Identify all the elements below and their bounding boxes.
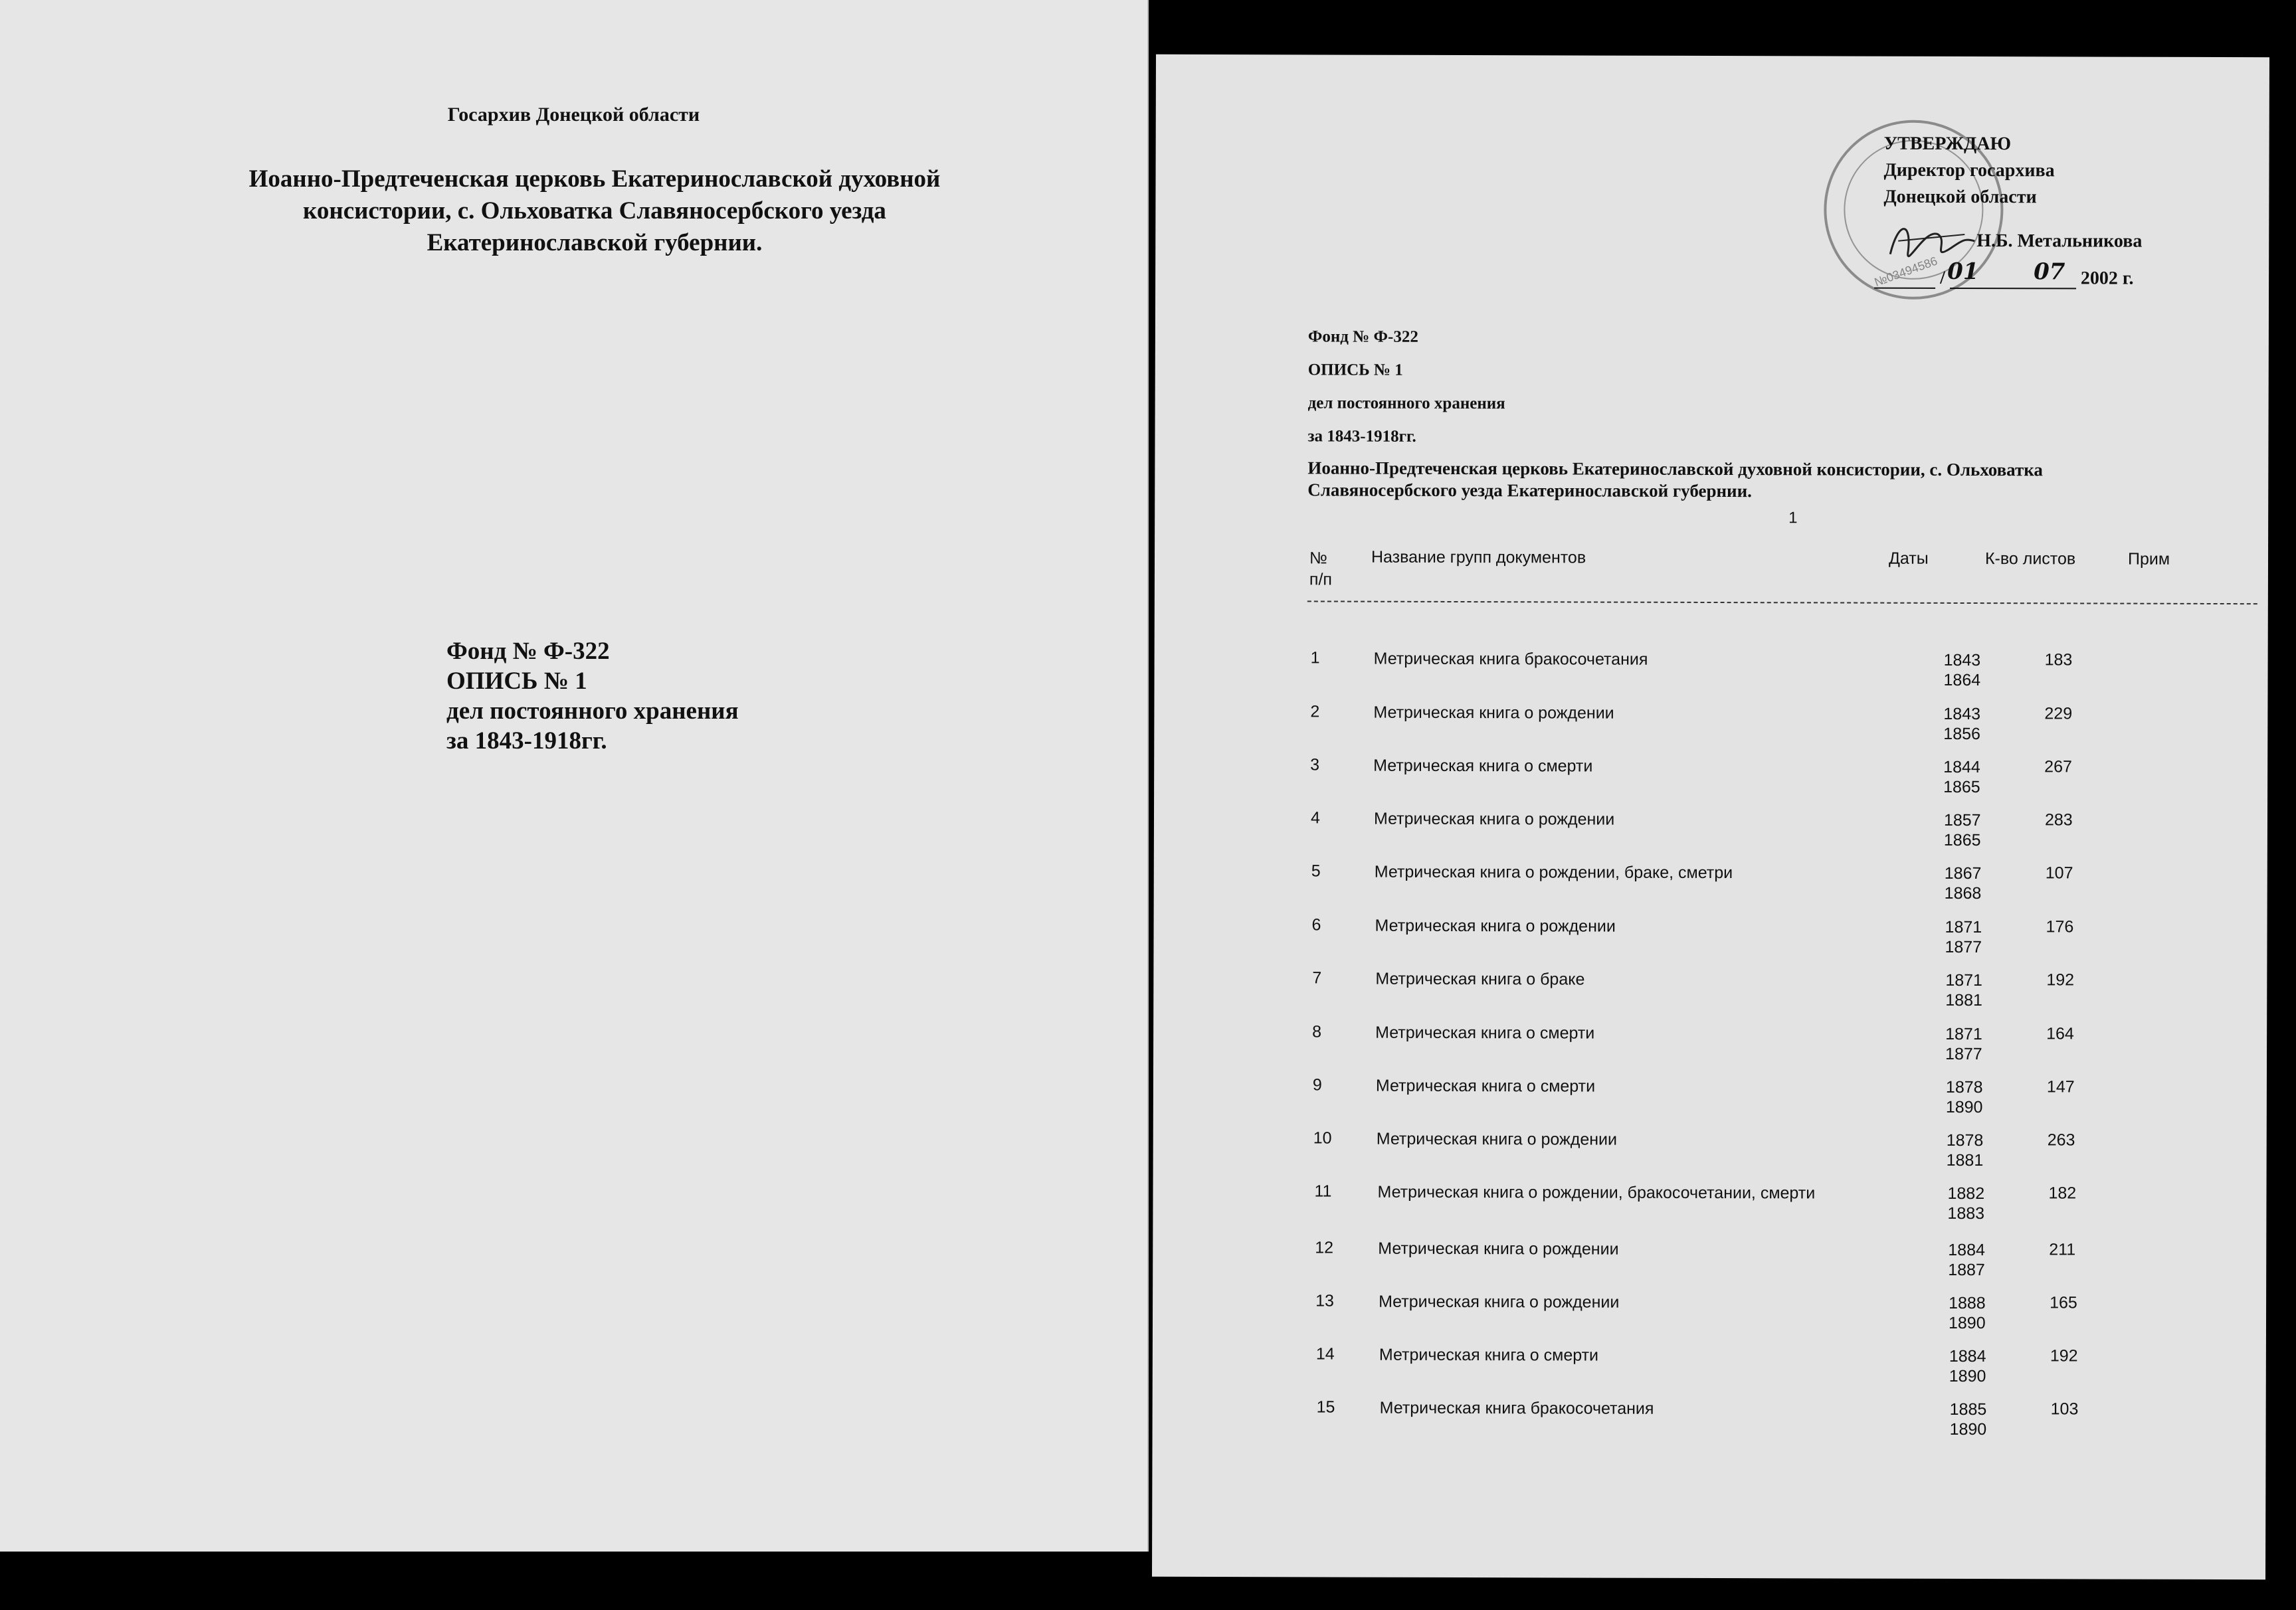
row-dates bbox=[1947, 1184, 2000, 1223]
fond-title: Иоанно-Предтеченская церковь Екатеринославской духовной консистории, с. Ольховатка Славяносербского уезда Екатеринославской губернии. bbox=[248, 165, 941, 256]
row-number: 12 bbox=[1315, 1238, 1334, 1257]
row-number: 7 bbox=[1312, 968, 1322, 988]
page-number: 1 bbox=[1788, 509, 1798, 527]
approval-date: 01 / 07 2002 г. bbox=[1874, 268, 2133, 290]
row-dates bbox=[1943, 704, 1996, 744]
row-end-year: 1883 bbox=[1947, 1204, 1985, 1223]
row-title: Метрическая книга о смерти bbox=[1373, 756, 1593, 776]
row-sheet-count: 165 bbox=[2050, 1293, 2077, 1312]
row-title: Метрическая книга о рождении, браке, сметри bbox=[1374, 862, 1733, 883]
storage-type: дел постоянного хранения bbox=[446, 697, 739, 725]
row-start-year: 1878 bbox=[1946, 1130, 1984, 1150]
row-end-year: 1868 bbox=[1944, 883, 1982, 903]
approval-day: 01 bbox=[1947, 258, 1979, 286]
row-dates bbox=[1948, 1240, 2001, 1280]
fond-description: Иоанно-Предтеченская церковь Екатеринославской духовной консистории, с. Ольховатка Славяносербского уезда Екатеринославской губернии. bbox=[1307, 458, 2043, 501]
row-sheet-count: 182 bbox=[2048, 1184, 2077, 1203]
row-title: Метрическая книга о смерти bbox=[1375, 1023, 1595, 1043]
row-number: 4 bbox=[1310, 808, 1320, 828]
row-title: Метрическая книга бракосочетания bbox=[1373, 649, 1648, 669]
row-start-year: 1857 bbox=[1943, 810, 1981, 830]
approval-heading: УТВЕРЖДАЮ bbox=[1883, 133, 2012, 155]
row-dates bbox=[1944, 650, 1997, 690]
row-sheet-count: 192 bbox=[2050, 1346, 2078, 1366]
table-row bbox=[1155, 808, 2268, 864]
row-number: 3 bbox=[1310, 755, 1320, 774]
row-dates bbox=[1944, 810, 1997, 850]
approval-month: 07 bbox=[2034, 258, 2065, 286]
table-row bbox=[1154, 648, 2267, 704]
row-sheet-count: 164 bbox=[2046, 1024, 2074, 1043]
row-start-year: 1867 bbox=[1944, 863, 1982, 883]
title-page bbox=[0, 0, 1149, 1552]
column-header-sheets: К-во листов bbox=[1984, 549, 2076, 569]
fond-number: Фонд № Ф-322 bbox=[446, 638, 610, 665]
row-sheet-count: 176 bbox=[2046, 917, 2074, 937]
inventory-number: ОПИСЬ № 1 bbox=[1307, 361, 1403, 379]
row-end-year: 1865 bbox=[1943, 830, 1981, 850]
storage-type: дел постоянного хранения bbox=[1307, 394, 1505, 413]
row-dates bbox=[1949, 1293, 2002, 1333]
date-range: за 1843-1918гг. bbox=[1307, 427, 1416, 446]
table-row bbox=[1158, 1182, 2271, 1237]
table-row bbox=[1160, 1344, 2273, 1400]
row-number: 13 bbox=[1315, 1291, 1334, 1310]
fond-number: Фонд № Ф-322 bbox=[1307, 327, 1418, 346]
row-title: Метрическая книга о рождении, бракосочетании, смерти bbox=[1377, 1182, 1816, 1203]
row-title: Метрическая книга о рождении bbox=[1378, 1239, 1619, 1259]
approval-position: Директор госархива bbox=[1883, 159, 2055, 181]
row-start-year: 1884 bbox=[1949, 1346, 1986, 1366]
row-dates bbox=[1945, 917, 1998, 957]
row-start-year: 1844 bbox=[1943, 757, 1980, 777]
row-title: Метрическая книга о браке bbox=[1375, 969, 1585, 989]
row-start-year: 1871 bbox=[1945, 1024, 1982, 1044]
table-row bbox=[1157, 1075, 2270, 1131]
row-end-year: 1890 bbox=[1948, 1313, 1986, 1333]
approval-block bbox=[1883, 131, 2054, 211]
row-end-year: 1887 bbox=[1948, 1260, 1985, 1280]
row-start-year: 1843 bbox=[1943, 704, 1981, 724]
row-dates bbox=[1947, 1130, 2000, 1170]
row-number: 5 bbox=[1311, 861, 1321, 881]
row-number: 15 bbox=[1316, 1397, 1335, 1417]
seal-number: №03494586 bbox=[1872, 254, 1939, 290]
row-title: Метрическая книга бракосочетания bbox=[1379, 1398, 1654, 1418]
fond-block bbox=[1307, 320, 1505, 454]
row-sheet-count: 183 bbox=[2044, 650, 2073, 670]
archive-name: Госархив Донецкой области bbox=[447, 104, 700, 126]
row-start-year: 1871 bbox=[1945, 970, 1983, 990]
row-start-year: 1885 bbox=[1949, 1399, 1987, 1419]
row-end-year: 1890 bbox=[1949, 1419, 1987, 1439]
row-dates bbox=[1945, 863, 1998, 903]
row-end-year: 1865 bbox=[1943, 777, 1980, 797]
row-end-year: 1877 bbox=[1945, 1044, 1982, 1064]
column-header-num bbox=[1309, 547, 1332, 590]
row-sheet-count: 103 bbox=[2050, 1399, 2079, 1419]
row-sheet-count: 267 bbox=[2044, 757, 2072, 776]
inventory-page bbox=[1152, 54, 2269, 1579]
header-num2: п/п bbox=[1309, 570, 1333, 589]
row-title: Метрическая книга о рождении bbox=[1373, 703, 1614, 723]
table-row bbox=[1154, 702, 2267, 758]
row-number: 2 bbox=[1310, 702, 1320, 721]
row-end-year: 1877 bbox=[1945, 937, 1982, 957]
row-sheet-count: 211 bbox=[2049, 1240, 2076, 1259]
row-dates bbox=[1946, 1077, 1999, 1117]
row-sheet-count: 107 bbox=[2045, 863, 2073, 883]
row-start-year: 1888 bbox=[1949, 1293, 1986, 1313]
table-row bbox=[1159, 1238, 2272, 1294]
row-end-year: 1864 bbox=[1943, 670, 1981, 690]
header-divider bbox=[1307, 600, 2257, 604]
row-dates bbox=[1950, 1399, 2003, 1439]
row-number: 10 bbox=[1313, 1128, 1332, 1148]
table-row bbox=[1156, 1022, 2269, 1078]
table-row bbox=[1155, 861, 2269, 917]
row-start-year: 1871 bbox=[1945, 917, 1982, 937]
row-end-year: 1890 bbox=[1949, 1366, 1986, 1386]
row-title: Метрическая книга о смерти bbox=[1379, 1345, 1599, 1365]
row-dates bbox=[1949, 1346, 2002, 1386]
row-dates bbox=[1945, 970, 1998, 1010]
row-title: Метрическая книга о смерти bbox=[1375, 1076, 1596, 1096]
row-title: Метрическая книга о рождении bbox=[1376, 1129, 1618, 1149]
inventory-number: ОПИСЬ № 1 bbox=[446, 668, 587, 695]
row-end-year: 1881 bbox=[1945, 990, 1982, 1010]
table-row bbox=[1156, 968, 2269, 1024]
row-sheet-count: 192 bbox=[2046, 970, 2075, 990]
row-number: 14 bbox=[1315, 1344, 1335, 1364]
column-header-dates: Даты bbox=[1888, 549, 1929, 568]
row-number: 8 bbox=[1312, 1022, 1322, 1041]
table-row bbox=[1159, 1291, 2273, 1347]
row-number: 6 bbox=[1311, 915, 1321, 935]
fond-block bbox=[446, 636, 739, 756]
row-title: Метрическая книга о рождении bbox=[1375, 916, 1616, 936]
date-range: за 1843-1918гг. bbox=[446, 727, 607, 755]
row-sheet-count: 147 bbox=[2046, 1077, 2075, 1097]
row-end-year: 1890 bbox=[1945, 1097, 1983, 1117]
row-number: 9 bbox=[1312, 1075, 1322, 1095]
row-sheet-count: 283 bbox=[2044, 810, 2073, 830]
row-end-year: 1881 bbox=[1946, 1150, 1984, 1170]
approval-organization: Донецкой области bbox=[1883, 186, 2037, 208]
row-end-year: 1856 bbox=[1943, 724, 1980, 744]
row-dates bbox=[1943, 757, 1996, 797]
director-name: Н.Б. Метальникова bbox=[1976, 230, 2143, 252]
row-title: Метрическая книга о рождении bbox=[1379, 1292, 1620, 1312]
approval-year: 2002 г. bbox=[2080, 268, 2134, 289]
row-dates bbox=[1945, 1024, 1998, 1064]
header-num: № bbox=[1309, 549, 1327, 568]
table-row bbox=[1155, 915, 2269, 971]
row-number: 11 bbox=[1314, 1182, 1332, 1201]
table-row bbox=[1154, 755, 2267, 811]
row-sheet-count: 263 bbox=[2047, 1130, 2075, 1150]
row-sheet-count: 229 bbox=[2044, 704, 2073, 723]
table-row bbox=[1157, 1128, 2271, 1184]
row-start-year: 1884 bbox=[1948, 1240, 1985, 1260]
row-start-year: 1843 bbox=[1943, 650, 1981, 670]
row-number: 1 bbox=[1310, 648, 1320, 668]
row-start-year: 1878 bbox=[1945, 1077, 1983, 1097]
column-header-note: Прим bbox=[2127, 549, 2170, 569]
column-header-name: Название групп документов bbox=[1371, 547, 1586, 567]
row-start-year: 1882 bbox=[1947, 1184, 1985, 1204]
table-row bbox=[1161, 1397, 2274, 1453]
row-title: Метрическая книга о рождении bbox=[1373, 809, 1615, 829]
